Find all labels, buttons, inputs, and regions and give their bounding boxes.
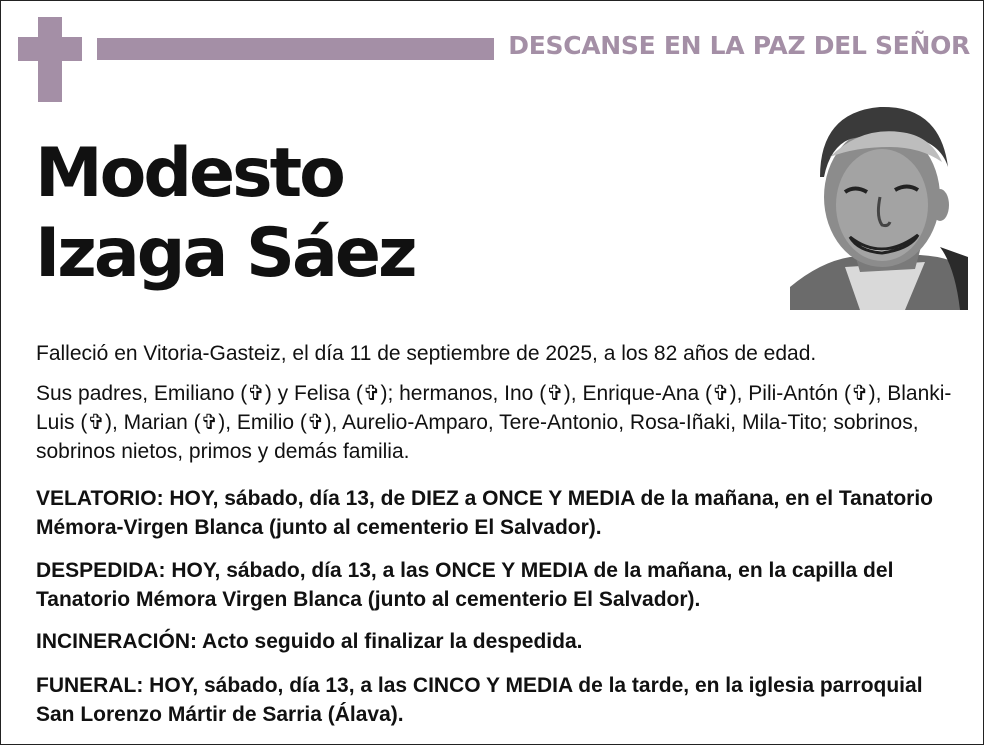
funeral-notice: FUNERAL: HOY, sábado, día 13, a las CINCO Y MEDIA de la tarde, en la iglesia parroquial San Lorenzo Mártir de Sarria (Álava).	[36, 674, 923, 726]
header-rule	[97, 38, 494, 60]
death-notice: Falleció en Vitoria-Gasteiz, el día 11 de septiembre de 2025, a los 82 años de edad.	[36, 342, 817, 365]
despedida-notice: DESPEDIDA: HOY, sábado, día 13, a las ONCE Y MEDIA de la mañana, en la capilla del Tanatorio Mémora Virgen Blanca (junto al cementerio El Salvador).	[36, 559, 894, 611]
velatorio-notice: VELATORIO: HOY, sábado, día 13, de DIEZ a ONCE Y MEDIA de la mañana, en el Tanatorio Mémora-Virgen Blanca (junto al cementerio El Salvador).	[36, 487, 933, 539]
incineracion-notice: INCINERACIÓN: Acto seguido al finalizar la despedida.	[36, 630, 583, 653]
portrait-illustration	[790, 97, 968, 310]
family-list: Sus padres, Emiliano (✞) y Felisa (✞); hermanos, Ino (✞), Enrique-Ana (✞), Pili-Antón (✞), Blanki-Luis (✞), Marian (✞), Emilio (✞), Aurelio-Amparo, Tere-Antonio, Rosa-Iñaki, Mila-Tito; sobrinos, sobrinos nietos, primos y demás familia.	[36, 382, 952, 463]
deceased-surnames: Izaga Sáez	[35, 214, 415, 293]
portrait-photo	[790, 97, 968, 310]
cross-icon-bar	[18, 37, 82, 61]
deceased-first-name: Modesto	[35, 134, 343, 213]
header-title: DESCANSE EN LA PAZ DEL SEÑOR	[508, 31, 970, 60]
